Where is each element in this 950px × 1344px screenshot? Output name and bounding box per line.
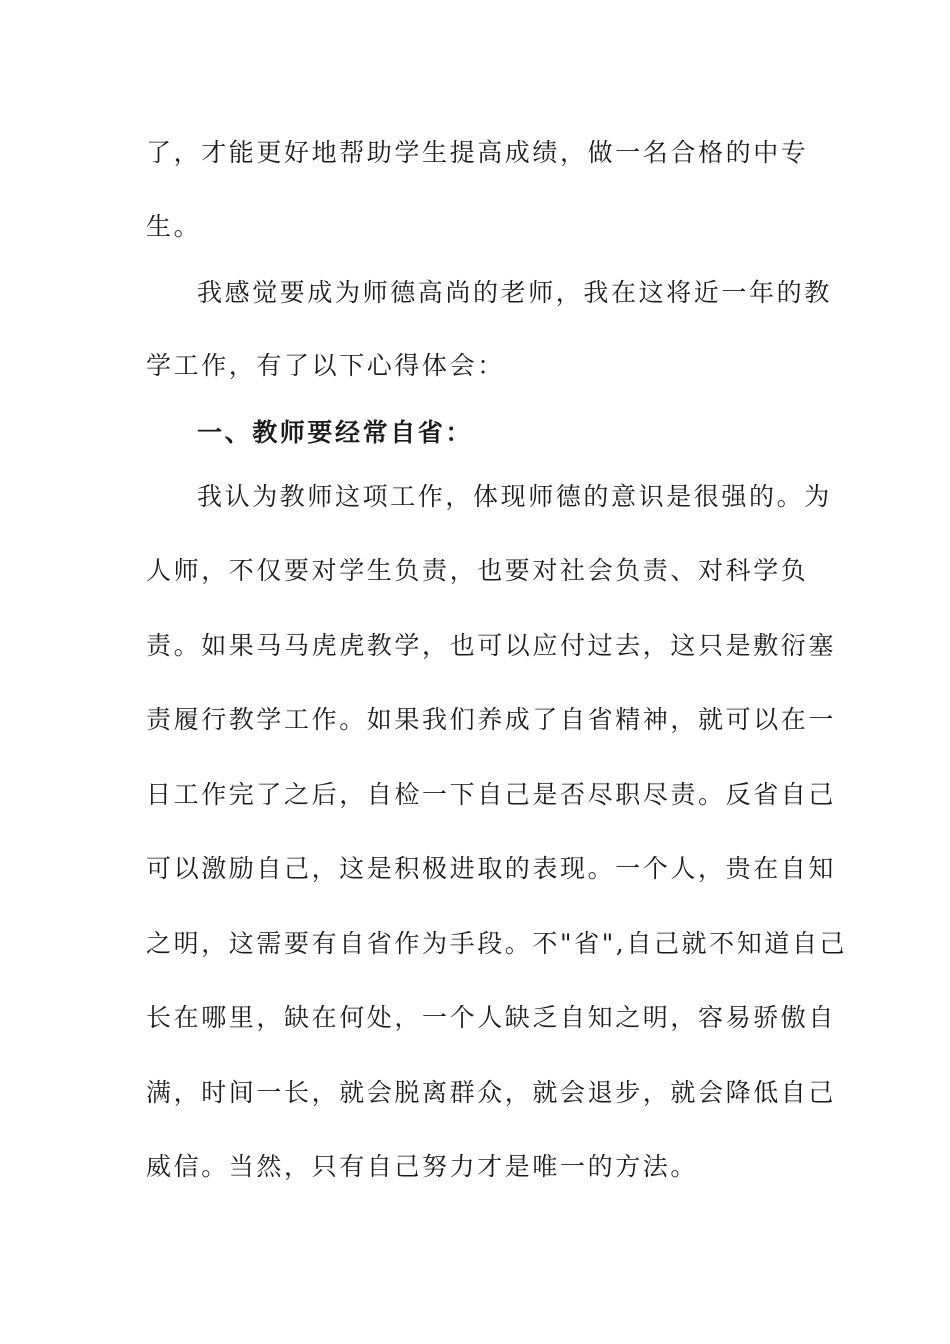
section-heading: 一、教师要经常自省： bbox=[197, 418, 474, 447]
paragraph-line: 满，时间一长，就会脱离群众，就会退步，就会降低自己 bbox=[146, 1078, 837, 1107]
paragraph-line: 可以激励自己，这是积极进取的表现。一个人，贵在自知 bbox=[146, 854, 837, 883]
paragraph-line: 了，才能更好地帮助学生提高成绩，做一名合格的中专 bbox=[146, 138, 809, 167]
paragraph-line: 威信。当然，只有自己努力才是唯一的方法。 bbox=[146, 1152, 699, 1181]
paragraph-line: 人师，不仅要对学生负责，也要对社会负责、对科学负 bbox=[146, 556, 809, 585]
paragraph-line: 日工作完了之后，自检一下自己是否尽职尽责。反省自己 bbox=[146, 780, 837, 809]
paragraph-line: 我认为教师这项工作，体现师德的意识是很强的。为 bbox=[197, 482, 832, 511]
paragraph-line: 之明，这需要有自省作为手段。不"省",自己就不知道自己 bbox=[146, 929, 848, 958]
paragraph-line: 我感觉要成为师德高尚的老师，我在这将近一年的教 bbox=[197, 278, 832, 307]
paragraph-line: 长在哪里，缺在何处，一个人缺乏自知之明，容易骄傲自 bbox=[146, 1003, 837, 1032]
paragraph-line: 学工作，有了以下心得体会： bbox=[146, 351, 505, 380]
paragraph-line: 责。如果马马虎虎教学，也可以应付过去，这只是敷衍塞 bbox=[146, 631, 837, 660]
paragraph-line: 生。 bbox=[146, 212, 202, 241]
paragraph-line: 责履行教学工作。如果我们养成了自省精神，就可以在一 bbox=[146, 705, 837, 734]
